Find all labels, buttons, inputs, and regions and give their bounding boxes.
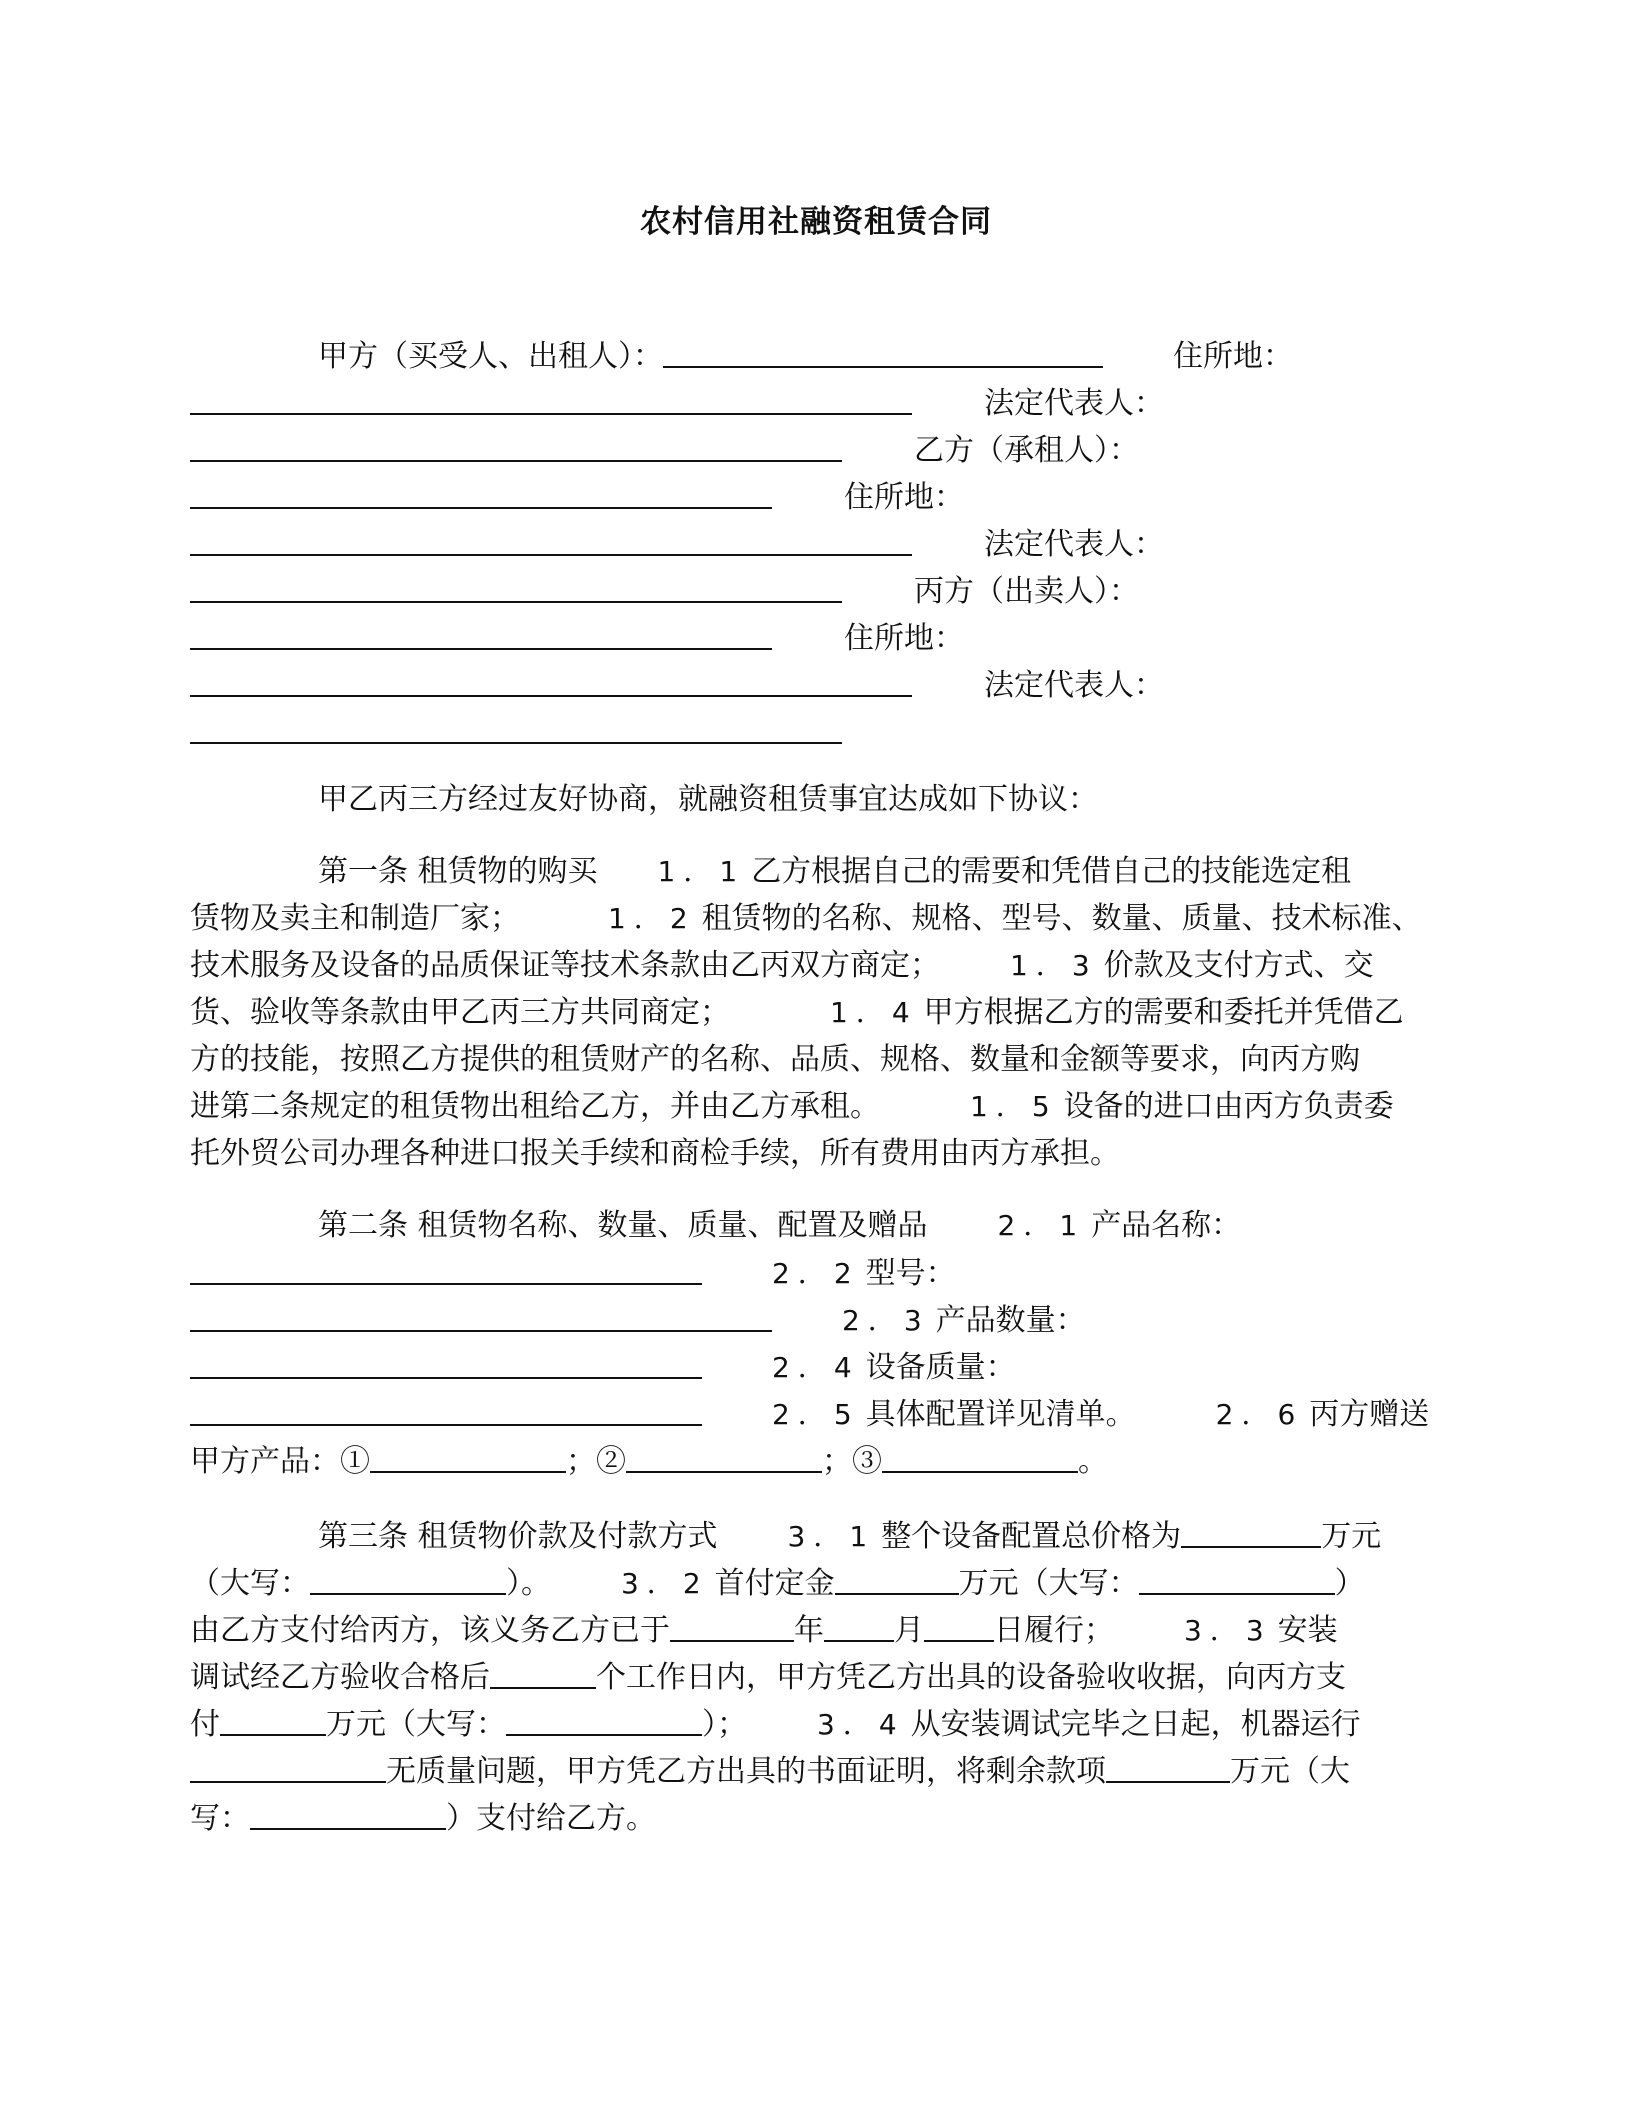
party-a-blank[interactable]	[663, 336, 1103, 368]
article1-line3	[190, 946, 1374, 986]
party-b-legal-rep-label: 法定代表人：	[984, 527, 1164, 562]
article1-line7: 托外贸公司办理各种进口报关手续和商检手续，所有费用由丙方承担。	[190, 1136, 1120, 1171]
article1-line2	[190, 899, 1422, 939]
clause-text: 型号：	[865, 1256, 956, 1291]
clause-text: 设备质量：	[865, 1350, 1016, 1385]
clause-text: 从安装调试完毕之日起，机器运行	[910, 1707, 1361, 1742]
article3-line4	[190, 1657, 1346, 1698]
deposit-words-blank[interactable]	[1139, 1563, 1335, 1595]
clause-number: 2．3	[842, 1304, 930, 1337]
article1-line6	[190, 1087, 1394, 1127]
clause-text: 价款及支付方式、交	[1103, 948, 1374, 983]
party-c-name-line	[190, 618, 964, 659]
clause-text: ；③	[822, 1444, 882, 1479]
intro-text: 甲乙丙三方经过友好协商，就融资租赁事宜达成如下协议：	[318, 782, 1098, 817]
day-blank[interactable]	[924, 1610, 994, 1642]
article2-line1	[318, 1206, 1241, 1246]
party-b-address-label: 住所地：	[844, 480, 964, 515]
clause-text: 甲方产品：①	[190, 1444, 370, 1479]
party-c-address-line	[190, 665, 1164, 706]
clause-text: 日履行；	[994, 1613, 1114, 1648]
article2-line2	[190, 1253, 956, 1294]
deposit-blank[interactable]	[835, 1563, 959, 1595]
party-b-legal-rep-blank[interactable]	[190, 571, 842, 603]
party-c-legal-rep-label: 法定代表人：	[984, 668, 1164, 703]
party-c-legal-rep-blank[interactable]	[190, 742, 842, 744]
article3-line6	[190, 1751, 1350, 1792]
quantity-blank[interactable]	[190, 1347, 702, 1379]
run-period-blank[interactable]	[190, 1751, 386, 1783]
clause-number: 2．5	[772, 1398, 860, 1431]
party-b-name-line	[190, 477, 964, 518]
article3-line5	[190, 1704, 1361, 1745]
party-b-address-line	[190, 524, 1164, 565]
clause-text: ）支付给乙方。	[446, 1801, 656, 1836]
clause-number: 1．3	[1010, 949, 1098, 982]
clause-text: 甲方根据乙方的需要和委托并凭借乙	[923, 995, 1404, 1030]
gift-2-blank[interactable]	[626, 1441, 822, 1473]
clause-number: 2．2	[772, 1257, 860, 1290]
clause-text: ）	[1334, 1566, 1365, 1601]
clause-text: 产品数量：	[935, 1303, 1086, 1338]
party-a-line	[318, 336, 1293, 377]
party-a-address-blank[interactable]	[190, 383, 912, 415]
clause-number: 2．6	[1215, 1398, 1304, 1431]
clause-number: 1．1	[657, 855, 746, 888]
article1-line4	[190, 993, 1404, 1033]
clause-text: 写：	[190, 1801, 250, 1836]
party-a-legal-rep-blank[interactable]	[190, 430, 842, 462]
clause-text: 首付定金	[714, 1566, 835, 1601]
clause-text: 调试经乙方验收合格后	[190, 1660, 490, 1695]
year-blank[interactable]	[670, 1610, 794, 1642]
clause-number: 2．1	[997, 1209, 1086, 1242]
clause-text: 付	[190, 1707, 220, 1742]
clause-number: 3．2	[621, 1567, 709, 1600]
gift-3-blank[interactable]	[882, 1441, 1078, 1473]
article3-line3	[190, 1610, 1338, 1651]
quality-blank[interactable]	[190, 1394, 702, 1426]
article2-line3	[190, 1300, 1086, 1341]
clause-number: 3．3	[1184, 1614, 1272, 1647]
payment-amount-blank[interactable]	[220, 1704, 326, 1736]
clause-text: （大写：	[190, 1566, 310, 1601]
party-c-address-label: 住所地：	[844, 621, 964, 656]
clause-text: 万元（大写：	[326, 1707, 506, 1742]
clause-text: 万元（大写：	[958, 1566, 1139, 1601]
clause-text: 安装	[1277, 1613, 1338, 1648]
article2-heading: 第二条 租赁物名称、数量、质量、配置及赠品	[318, 1208, 928, 1243]
document-title: 农村信用社融资租赁合同	[640, 204, 992, 240]
party-b-label: 乙方（承租人）：	[914, 433, 1139, 468]
party-a-legal-rep-label: 法定代表人：	[984, 386, 1164, 421]
clause-text: 乙方根据自己的需要和凭借自己的技能选定租	[751, 854, 1352, 889]
article2-line4	[190, 1347, 1016, 1388]
party-b-name-blank[interactable]	[190, 477, 772, 509]
clause-text: 由乙方支付给丙方，该义务乙方已于	[190, 1613, 670, 1648]
clause-text: 具体配置详见清单。	[865, 1397, 1136, 1432]
clause-text: 整个设备配置总价格为	[881, 1519, 1182, 1554]
article1-line1	[318, 852, 1351, 892]
clause-text: 万元（大	[1230, 1754, 1350, 1789]
clause-text: 货、验收等条款由甲乙丙三方共同商定；	[190, 995, 730, 1030]
clause-number: 2．4	[772, 1351, 860, 1384]
clause-text: 丙方赠送	[1309, 1397, 1430, 1432]
clause-number: 1．5	[970, 1090, 1058, 1123]
party-a-legal-rep-line	[190, 430, 1139, 471]
article2-line5	[190, 1394, 1429, 1435]
clause-number: 3．4	[817, 1708, 905, 1741]
clause-text: 设备的进口由丙方负责委	[1063, 1089, 1394, 1124]
clause-text: 年	[794, 1613, 824, 1648]
clause-text: 赁物及卖主和制造厂家；	[190, 901, 520, 936]
clause-text: 产品名称：	[1091, 1208, 1242, 1243]
clause-text: 租赁物的名称、规格、型号、数量、质量、技术标准、	[701, 901, 1422, 936]
clause-text: ）；	[702, 1707, 747, 1742]
article3-heading: 第三条 租赁物价款及付款方式	[318, 1519, 718, 1554]
article3-line1	[318, 1516, 1381, 1557]
clause-number: 1．2	[608, 902, 696, 935]
clause-text: 个工作日内，甲方凭乙方出具的设备验收收据，向丙方支	[596, 1660, 1346, 1695]
clause-text: 万元	[1321, 1519, 1382, 1554]
article3-line2	[190, 1563, 1365, 1604]
clause-text: 。	[1078, 1444, 1108, 1479]
article1-heading: 第一条 租赁物的购买	[318, 854, 598, 889]
party-a-label: 甲方（买受人、出租人）：	[318, 339, 663, 374]
clause-text: 进第二条规定的租赁物出租给乙方，并由乙方承租。	[190, 1089, 880, 1124]
total-price-words-blank[interactable]	[310, 1563, 506, 1595]
remaining-words-blank[interactable]	[250, 1798, 446, 1830]
party-b-address-blank[interactable]	[190, 524, 912, 556]
workdays-blank[interactable]	[490, 1657, 596, 1689]
clause-text: 月	[894, 1613, 924, 1648]
month-blank[interactable]	[824, 1610, 894, 1642]
party-b-legal-rep-line	[190, 571, 1139, 612]
party-c-label: 丙方（出卖人）：	[914, 574, 1139, 609]
clause-number: 1．4	[830, 996, 918, 1029]
clause-text: 技术服务及设备的品质保证等技术条款由乙丙双方商定；	[190, 948, 940, 983]
product-name-blank[interactable]	[190, 1253, 702, 1285]
article3-line7	[190, 1798, 656, 1839]
model-blank[interactable]	[190, 1300, 772, 1332]
clause-text: ；②	[566, 1444, 626, 1479]
party-c-address-blank[interactable]	[190, 665, 912, 697]
article2-line6	[190, 1441, 1108, 1482]
clause-text: ）。	[506, 1566, 551, 1601]
total-price-blank[interactable]	[1181, 1516, 1321, 1548]
party-a-address-line	[190, 383, 1164, 424]
remaining-amount-blank[interactable]	[1106, 1751, 1230, 1783]
party-a-address-label: 住所地：	[1173, 339, 1293, 374]
party-c-name-blank[interactable]	[190, 618, 772, 650]
gift-1-blank[interactable]	[370, 1441, 566, 1473]
payment-words-blank[interactable]	[506, 1704, 702, 1736]
clause-text: 无质量问题，甲方凭乙方出具的书面证明，将剩余款项	[386, 1754, 1106, 1789]
clause-number: 3．1	[787, 1520, 876, 1553]
article1-line5: 方的技能，按照乙方提供的租赁财产的名称、品质、规格、数量和金额等要求，向丙方购	[190, 1042, 1360, 1077]
